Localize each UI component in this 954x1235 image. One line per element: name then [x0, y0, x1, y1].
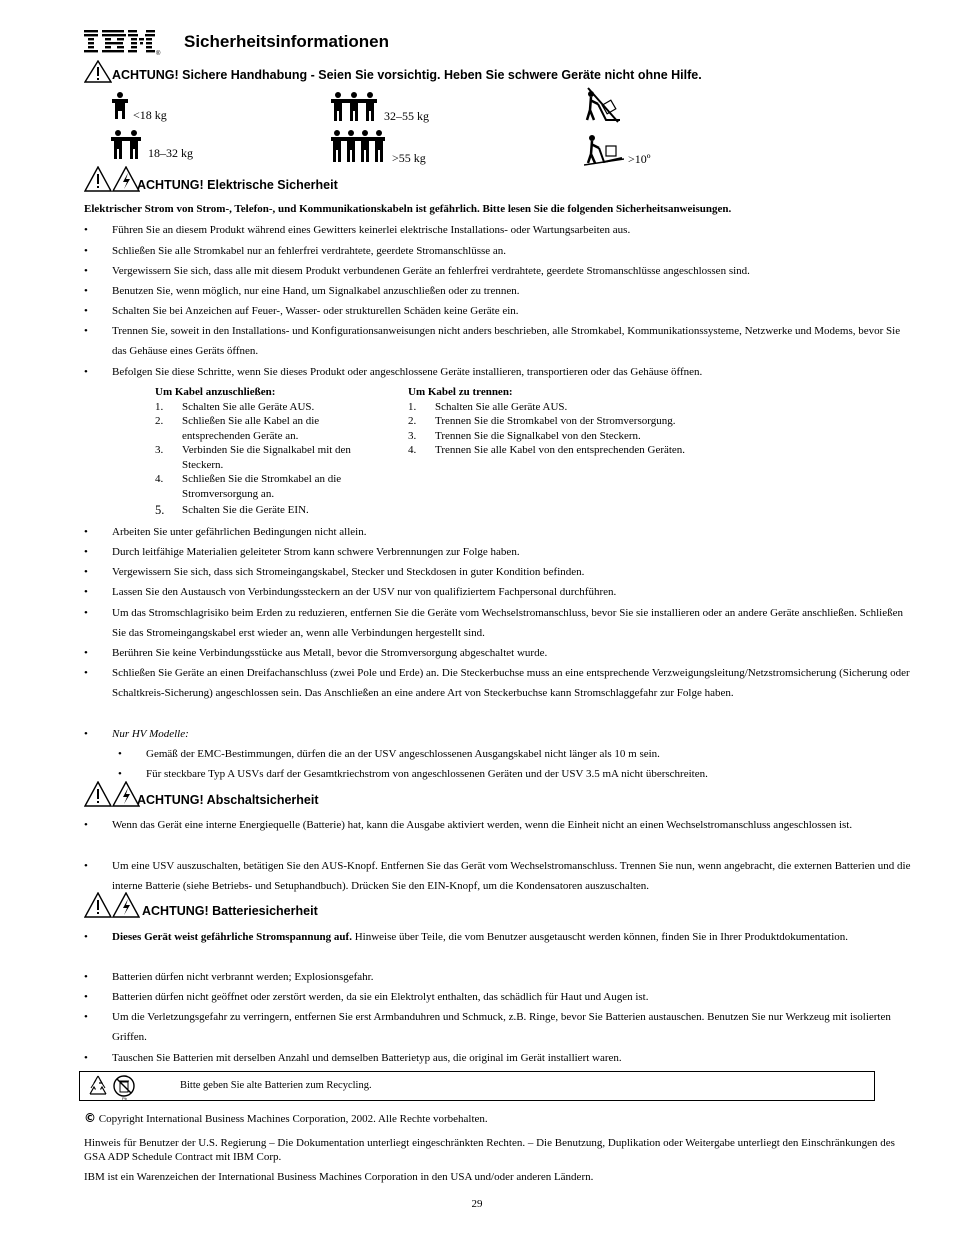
list-item: • Gemäß der EMC-Bestimmungen, dürfen die an der USV angeschlossenen Ausgangskabel nicht länger als 10 m sein.: [118, 744, 908, 764]
list-item: • Führen Sie an diesem Produkt während eines Gewitters keinerlei elektrische Installations- oder Wartungsarbeiten aus.: [84, 220, 914, 240]
cart-incline-icon: [584, 132, 624, 166]
step-item: 1. Schalten Sie alle Geräte AUS.: [408, 400, 568, 413]
bullet-icon: •: [84, 546, 88, 558]
bullet-icon: •: [84, 526, 88, 538]
bullet-icon: •: [84, 819, 88, 831]
copyright: © Copyright International Business Machines Corporation, 2002. Alle Rechte vorbehalten.: [84, 1111, 488, 1125]
ibm-logo: [84, 28, 162, 56]
warning-triangle-icon: [84, 60, 112, 83]
bullet-icon: •: [84, 931, 88, 943]
list-item: • Schließen Sie alle Stromkabel nur an fehlerfrei verdrahtete, geerdete Stromanschlüsse an.: [84, 241, 914, 261]
recycle-text: Bitte geben Sie alte Batterien zum Recycling.: [180, 1080, 372, 1091]
shutdown-warning-heading: ACHTUNG! Abschaltsicherheit: [84, 781, 319, 807]
list-item: • Durch leitfähige Materialien geleiteter Strom kann schwere Verbrennungen zur Folge haben.: [84, 542, 914, 562]
step-item: 2. Schließen Sie alle Kabel an die entsprechenden Geräte an.: [155, 415, 320, 442]
recycle-notice-box: [79, 1071, 875, 1101]
electrical-warning-heading: ACHTUNG! Elektrische Sicherheit: [84, 166, 338, 192]
weight-under-18: <18 kg: [133, 108, 167, 122]
list-item: • Trennen Sie, soweit in den Installations- und Konfigurationsanweisungen nicht anders beschrieben, alle Stromkabel, Kommunikationssysteme, Netzwerke und Modems, bevor Sie das Gehäuse eines Geräts öffnen.: [84, 321, 914, 361]
svg-text:®: ®: [156, 51, 161, 56]
step-item: 4. Schließen Sie die Stromkabel an die Stromversorgung an.: [155, 473, 342, 500]
list-item: • Dieses Gerät weist gefährliche Stromspannung auf. Hinweise über Teile, die vom Benutzer ausgetauscht werden können, finden Sie in Ihrer Produktdokumentation.: [84, 927, 914, 947]
step-item: 2. Trennen Sie die Stromkabel von der Stromversorgung.: [408, 415, 676, 427]
bullet-icon: •: [84, 667, 88, 679]
bullet-icon: •: [84, 860, 88, 872]
connect-steps: Um Kabel anzuschließen: 1. Schalten Sie alle Geräte AUS. 2. Schließen Sie alle Kabel an die entsprechenden Geräte an. 3. Verbinden Sie die Signalkabel mit den Steckern. 4. Schließen Sie die Stromkabel an die Stromversorgung an. 5. Schalten Sie die Geräte EIN.: [155, 385, 385, 518]
electrical-intro: Elektrischer Strom von Strom-, Telefon-, und Kommunikationskabeln ist gefährlich. Bitte lesen Sie die folgenden Sicherheitsanweisungen.: [84, 203, 732, 215]
step-item: 5. Schalten Sie die Geräte EIN.: [155, 503, 309, 517]
bullet-icon: •: [84, 607, 88, 619]
bullet-icon: •: [84, 647, 88, 659]
copyright-icon: ©: [84, 1111, 96, 1125]
government-notice: Hinweis für Benutzer der U.S. Regierung – Die Dokumentation unterliegt eingeschränkten Rechten. – Die Benutzung, Duplikation oder Weitergabe unterliegt den Einschränkungen des GSA ADP Schedule Contract mit IBM Corp.: [84, 1137, 895, 1163]
bullet-icon: •: [84, 991, 88, 1003]
list-item: • Schalten Sie bei Anzeichen auf Feuer-, Wasser- oder strukturellen Schäden keine Geräte ein.: [84, 301, 914, 321]
electrical-hazard-icon: [84, 892, 140, 918]
weight-over-55: >55 kg: [392, 151, 426, 165]
trademark-notice: IBM ist ein Warenzeichen der International Business Machines Corporation in den USA und/oder anderen Ländern.: [84, 1171, 594, 1183]
bullet-icon: •: [84, 1011, 88, 1023]
list-item: • Befolgen Sie diese Schritte, wenn Sie dieses Produkt oder angeschlossene Geräte installieren, transportieren oder das Gehäuse öffnen.: [84, 362, 914, 382]
two-person-lift-icon: [110, 130, 142, 160]
bullet-icon: •: [84, 224, 88, 236]
bullet-icon: •: [84, 305, 88, 317]
no-trash-icon: [112, 1074, 136, 1100]
list-item: • Um die Verletzungsgefahr zu verringern, entfernen Sie erst Armbanduhren und Schmuck, z.B. Ringe, bevor Sie Batterien austauschen. Benutzen Sie nur Werkzeug mit isolierten Griffen.: [84, 1007, 914, 1047]
bullet-icon: •: [84, 728, 88, 740]
list-item: • Wenn das Gerät eine interne Energiequelle (Batterie) hat, kann die Ausgabe aktiviert werden, wenn die Einheit nicht an einen Wechselstromanschluss angeschlossen ist.: [84, 815, 914, 835]
disconnect-steps: Um Kabel zu trennen: 1. Schalten Sie alle Geräte AUS. 2. Trennen Sie die Stromkabel von der Stromversorgung. 3. Trennen Sie die Signalkabel von den Steckern. 4. Trennen Sie alle Kabel von den entsprechenden Geräten.: [408, 385, 748, 458]
bullet-icon: •: [118, 768, 122, 780]
page-title: Sicherheitsinformationen: [184, 32, 389, 51]
list-item: • Schließen Sie Geräte an einen Dreifachanschluss (zwei Pole und Erde) an. Die Steckerbuchse muss an eine entsprechende Verzweigungsleitung/Netzstromsicherung (Sicherung oder Schaltkreis-Sicherung) angeschlossen sein. Das Anschließen an eine andere Art von Steckerbuchse kann Stromschlaggefahr zur Folge haben.: [84, 663, 914, 703]
bullet-icon: •: [84, 1052, 88, 1064]
list-item: • Für steckbare Typ A USVs darf der Gesamtkriechstrom von angeschlossenen Geräten und der USV 3.5 mA nicht überschreiten.: [118, 764, 908, 784]
no-cart-incline-icon: [584, 86, 622, 124]
three-person-lift-icon: [330, 92, 378, 122]
svg-text:Pb: Pb: [122, 1096, 127, 1100]
list-item: • Batterien dürfen nicht geöffnet oder zerstört werden, da sie ein Elektrolyt enthalten, das schädlich für Haut und Augen ist.: [84, 987, 914, 1007]
list-item: • Um das Stromschlagrisiko beim Erden zu reduzieren, entfernen Sie die Geräte vom Wechselstromanschluss, bevor Sie sie installieren oder an andere Geräte anschließen. Schließen Sie das Stromeingangskabel erst wieder an, wenn alle Verbindungen hergestellt sind.: [84, 603, 914, 643]
recycle-icon: [86, 1074, 110, 1098]
bullet-icon: •: [84, 566, 88, 578]
step-item: 4. Trennen Sie alle Kabel von den entsprechenden Geräten.: [408, 444, 686, 456]
bullet-icon: •: [84, 265, 88, 277]
bullet-icon: •: [84, 366, 88, 378]
bullet-icon: •: [84, 245, 88, 257]
handling-warning: ACHTUNG! Sichere Handhabung - Seien Sie vorsichtig. Heben Sie schwere Geräte nicht ohne Hilfe.: [84, 60, 702, 83]
weight-32-55: 32–55 kg: [384, 109, 429, 123]
one-person-lift-icon: [110, 92, 130, 120]
list-item: • Batterien dürfen nicht verbrannt werden; Explosionsgefahr.: [84, 967, 914, 987]
list-item: • Lassen Sie den Austausch von Verbindungssteckern an der USV nur von qualifiziertem Fachpersonal durchführen.: [84, 582, 914, 602]
step-item: 3. Trennen Sie die Signalkabel von den Steckern.: [408, 429, 641, 442]
weight-18-32: 18–32 kg: [148, 146, 193, 160]
list-item: • Vergewissern Sie sich, dass sich Stromeingangskabel, Stecker und Steckdosen in guter Kondition befinden.: [84, 562, 914, 582]
step-item: 3. Verbinden Sie die Signalkabel mit den Steckern.: [155, 444, 351, 471]
step-item: 1. Schalten Sie alle Geräte AUS.: [155, 400, 315, 413]
electrical-hazard-icon: [84, 166, 140, 192]
bullet-icon: •: [84, 586, 88, 598]
bullet-icon: •: [118, 748, 122, 760]
bullet-icon: •: [84, 285, 88, 297]
bullet-icon: •: [84, 325, 88, 337]
list-item: • Nur HV Modelle:: [84, 724, 914, 744]
list-item: • Berühren Sie keine Verbindungsstücke aus Metall, bevor die Stromversorgung abgeschaltet wurde.: [84, 643, 914, 663]
incline-angle: >10º: [628, 152, 651, 166]
list-item: • Tauschen Sie Batterien mit derselben Anzahl und demselben Batterietyp aus, die original im Gerät installiert waren.: [84, 1048, 914, 1068]
bullet-icon: •: [84, 971, 88, 983]
list-item: • Um eine USV auszuschalten, betätigen Sie den AUS-Knopf. Entfernen Sie das Gerät vom Wechselstromanschluss. Trennen Sie nun, wenn angebracht, die externen Batterien und die interne Batterie (siehe Betriebs- und Setuphandbuch). Drücken Sie den EIN-Knopf, um die Kondensatoren auszuschalten.: [84, 856, 914, 896]
four-person-lift-icon: [330, 130, 386, 164]
list-item: • Vergewissern Sie sich, dass alle mit diesem Produkt verbundenen Geräte an fehlerfrei verdrahtete, geerdete Stromanschlüsse angeschlossen sind.: [84, 261, 914, 281]
list-item: • Benutzen Sie, wenn möglich, nur eine Hand, um Signalkabel anzuschließen oder zu trennen.: [84, 281, 914, 301]
list-item: • Arbeiten Sie unter gefährlichen Bedingungen nicht allein.: [84, 522, 914, 542]
battery-warning-heading: ACHTUNG! Batteriesicherheit: [84, 892, 318, 918]
page-number: 29: [471, 1198, 483, 1210]
electrical-hazard-icon: [84, 781, 140, 807]
